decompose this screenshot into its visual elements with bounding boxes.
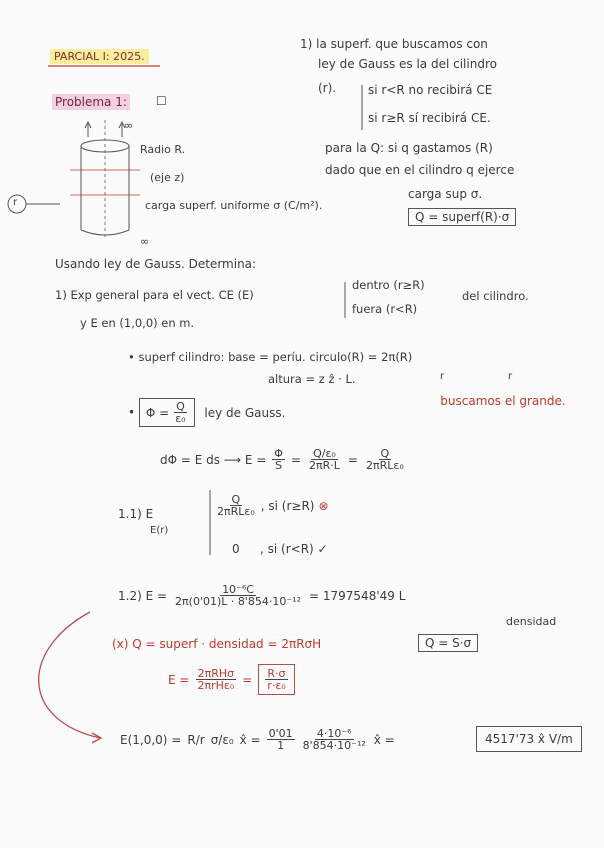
density-equation: (x) Q = superf · densidad = 2πRσH bbox=[112, 637, 322, 651]
task-item-1-line-2: y E en (1,0,0) en m. bbox=[80, 316, 195, 330]
note-case-1: si r<R no recibirá CE bbox=[368, 83, 493, 97]
efield-equation: E = $\frac{\text{2πRHσ}}{\text{2πrHε₀}}$ = $\frac{R\cdot\sigma}{\text{r·ε₀}}$ bbox=[168, 664, 295, 695]
result-1-1-label: 1.1) E bbox=[118, 507, 154, 521]
note-case-2: si r≥R sí recibirá CE. bbox=[368, 111, 491, 125]
task-item-1: 1) Exp general para el vect. CE (E) bbox=[55, 288, 254, 302]
task-suffix: del cilindro. bbox=[462, 289, 529, 303]
note-line-2: ley de Gauss es la del cilindro bbox=[318, 57, 497, 71]
task-inside: dentro (r≥R) bbox=[352, 278, 425, 292]
final-equation: E(1,0,0) = R/r σ/ε₀ x̂ = $\frac{0'01}{1}$ $\frac{\text{4·10⁻⁶}}{\text{8'854·10⁻¹²}}$ x̂ = bbox=[120, 727, 395, 752]
problem-label: Problema 1: bbox=[52, 96, 130, 108]
r-label: r bbox=[13, 197, 18, 208]
note-line-4: para la Q: si q gastamos (R) bbox=[325, 141, 493, 155]
infinity-bottom: ∞ bbox=[140, 235, 150, 248]
note-line-6: carga sup σ. bbox=[408, 187, 483, 201]
surface-note: buscamos el grande. bbox=[440, 394, 566, 408]
charge-label: carga superf. uniforme σ (C/m²). bbox=[145, 199, 323, 212]
final-answer-box: 4517'73 x̂ V/m bbox=[476, 726, 582, 752]
checkbox-icon: ☐ bbox=[156, 94, 167, 108]
note-line-1: 1) la superf. que buscamos con bbox=[300, 37, 488, 51]
exam-title: PARCIAL I: 2025. bbox=[50, 50, 149, 62]
note-line-3: (r). bbox=[318, 81, 337, 95]
surface-sub-2: r bbox=[508, 371, 513, 382]
density-box: Q = S·σ bbox=[418, 634, 478, 652]
gauss-law: • Φ = $\frac{Q}{\text{ε₀}}$ ley de Gauss. bbox=[128, 400, 286, 425]
flux-equation: dΦ = E ds ⟶ E = $\frac{\Phi}{S}$ = $\frac{\text{Q/ε₀}}{2\pi R\cdot L}$ = $\frac{Q}{\text{2πRLε₀}}$ bbox=[160, 447, 404, 472]
surface-sub-1: r bbox=[440, 371, 445, 382]
result-1-1-top: $\frac{Q}{\text{2πRLε₀}}$ , si (r≥R) ⊗ bbox=[217, 493, 329, 518]
infinity-top: ∞ bbox=[124, 119, 134, 132]
q-formula-box: Q = superf(R)·σ bbox=[408, 208, 516, 226]
result-1-1-bottom-cond: , si (r<R) ✓ bbox=[260, 542, 328, 556]
gauss-formula-box: Φ = $\frac{Q}{\text{ε₀}}$ bbox=[139, 398, 195, 427]
result-1-2: 1.2) E = $\frac{\text{10⁻⁶C}}{\text{2π(0'01)L · 8'854·10⁻¹²}}$ = 1797548'49 L bbox=[118, 583, 406, 608]
note-line-5: dado que en el cilindro q ejerce bbox=[325, 163, 515, 177]
task-intro: Usando ley de Gauss. Determina: bbox=[55, 257, 257, 271]
task-outside: fuera (r<R) bbox=[352, 302, 418, 316]
axis-label: (eje z) bbox=[150, 171, 185, 184]
result-1-1-bottom-val: 0 bbox=[232, 542, 240, 556]
result-1-1-arg: E(r) bbox=[150, 525, 169, 536]
surface-height: altura = z ẑ · L. bbox=[268, 372, 356, 386]
surface-bullet: • superf cilindro: base = períu. circulo(R) = 2π(R) bbox=[128, 350, 413, 364]
radius-label: Radio R. bbox=[140, 143, 186, 156]
density-annotation: densidad bbox=[506, 615, 557, 628]
